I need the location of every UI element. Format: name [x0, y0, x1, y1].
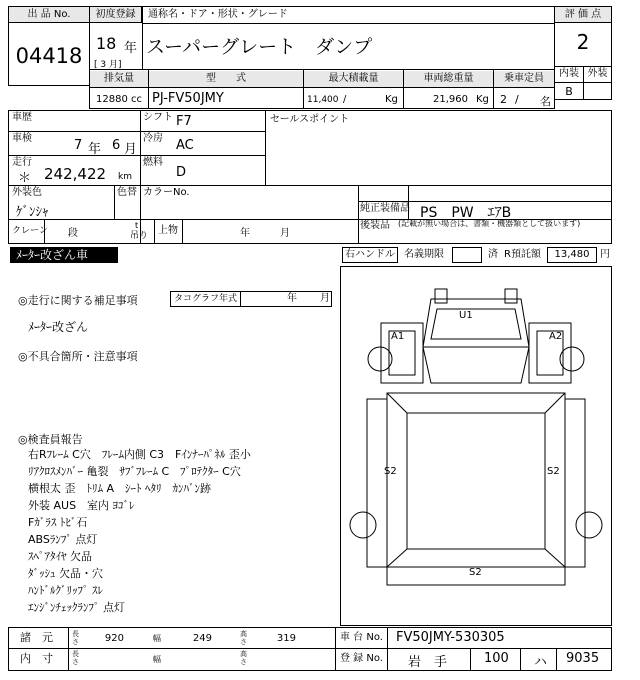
recycle-deposit-label: R預託額: [504, 249, 541, 260]
driving-note-title: ◎走行に関する補足事項: [18, 294, 138, 307]
inspection-month: 6: [112, 138, 121, 153]
tachograph-label: タコグラフ年式: [174, 294, 238, 304]
inspector-line: Fｶﾞﾗｽ ﾄﾋﾞ石: [28, 516, 88, 529]
inspector-line: ｽﾍﾟｱﾀｲﾔ 欠品: [28, 550, 92, 563]
interior-grade-label: 内装: [559, 68, 579, 79]
score-value: 2: [576, 30, 590, 54]
chassis-label: 車 台 No.: [340, 632, 383, 643]
driving-note: ﾒｰﾀｰ改ざん: [28, 320, 89, 334]
mileage-prefix: ＊: [18, 171, 32, 186]
registration-class: 100: [484, 651, 509, 666]
height-label: 高さ: [240, 630, 247, 646]
upper-body-year-unit: 年: [240, 228, 250, 239]
exterior-color-label: 外装色: [12, 187, 42, 198]
first-registration-label: 初度登録: [90, 7, 142, 23]
displacement-value: 12880: [96, 94, 128, 105]
interior-height-label: 高さ: [240, 650, 247, 666]
vehicle-name-label: 通称名・ドア・形状・グレード: [148, 9, 288, 20]
right-hand-drive-label: 右ハンドル: [345, 249, 395, 260]
capacity-value: 2: [500, 93, 507, 106]
inspector-line: 外装 AUS 室内 ﾖｺﾞﾚ: [28, 499, 135, 512]
damage-marker-a2: A2: [549, 331, 563, 342]
capacity-unit: 名: [540, 95, 551, 108]
recycle-unit: 円: [600, 249, 610, 260]
model-value: PJ-FV50JMY: [152, 91, 224, 106]
crane-label: クレーン: [12, 226, 48, 236]
interior-dims-label: 内 寸: [20, 652, 53, 665]
tachograph-month-unit: 月: [320, 293, 330, 304]
capacity-label: 乗車定員: [494, 71, 554, 87]
height-value: 319: [276, 633, 296, 644]
chassis-number: FV50JMY-530305: [396, 630, 505, 645]
name-expiry-label: 名義期限: [404, 249, 444, 260]
ac-label: 冷房: [143, 133, 163, 144]
ac-value: AC: [176, 138, 194, 153]
recycle-deposit-value: 13,480: [554, 249, 590, 260]
first-registration-month: [ 3 月]: [94, 60, 122, 70]
interior-length-label: 長さ: [72, 650, 79, 666]
lot-number: 04418: [15, 44, 83, 68]
gross-weight-value: 21,960: [433, 94, 468, 105]
vehicle-name: スーパーグレート ダンプ: [146, 36, 373, 58]
damage-marker-s2-bottom: S2: [469, 567, 482, 578]
inspection-label: 車検: [12, 133, 32, 144]
inspector-line: ﾀﾞｯｼｭ 欠品・穴: [28, 567, 103, 580]
cab-roof: [423, 299, 529, 347]
mirror-right: [505, 289, 517, 303]
color-number-label: カラーNo.: [143, 187, 190, 198]
inspector-line: ABSﾗﾝﾌﾟ 点灯: [28, 533, 98, 546]
front-wheel-left: [368, 347, 392, 371]
dump-bed: [387, 393, 565, 567]
registration-kana: ハ: [534, 655, 548, 670]
inspector-title: ◎検査員報告: [18, 433, 83, 446]
registration-region: 岩 手: [408, 655, 448, 670]
mileage-label: 走行: [12, 157, 32, 168]
interior-grade: B: [565, 85, 573, 98]
max-load-label: 最大積載量: [304, 71, 403, 87]
cab-front: [423, 347, 529, 383]
width-label: 幅: [153, 634, 161, 643]
upper-body-label: 上物: [158, 225, 178, 236]
mileage-value: 242,422: [44, 165, 107, 183]
interior-width-label: 幅: [153, 655, 161, 664]
crane-lift-label: 吊り: [130, 231, 149, 241]
equipment-label: 純正装備品: [360, 203, 410, 214]
recycle-done-label: 済: [488, 249, 498, 260]
score-label: 評 価 点: [555, 7, 611, 23]
meter-tampered-banner: ﾒｰﾀｰ改ざん車: [10, 247, 118, 263]
gross-weight-label: 車両総重量: [404, 71, 493, 87]
sales-point-label: セールスポイント: [270, 114, 350, 125]
inspector-line: ﾘｱｸﾛｽﾒﾝﾊﾞｰ 亀裂 ｻﾌﾞﾌﾚｰﾑ C ﾌﾟﾛﾃｸﾀｰ C穴: [28, 465, 241, 478]
registration-label: 登 録 No.: [340, 653, 383, 664]
upper-body-month-unit: 月: [280, 228, 290, 239]
rear-wheel-right: [576, 512, 602, 538]
model-label: 型 式: [149, 71, 303, 87]
defect-title: ◎不具合箇所・注意事項: [18, 350, 138, 363]
shift-value: F7: [176, 114, 192, 129]
exterior-grade-label: 外装: [587, 68, 608, 79]
damage-marker-u1: U1: [459, 310, 473, 321]
inspector-line: 右Rﾌﾚｰﾑ C穴 ﾌﾚｰﾑ内側 C3 Fｲﾝﾅｰﾊﾟﾈﾙ 歪小: [28, 448, 251, 461]
fuel-value: D: [176, 165, 187, 180]
max-load-unit: Kg: [385, 94, 398, 105]
max-load-value: 11,400: [307, 95, 339, 105]
displacement-label: 排気量: [90, 71, 148, 87]
crane-ton-label: t: [135, 221, 139, 230]
name-expiry-box: [452, 247, 482, 263]
history-label: 車歴: [12, 112, 32, 123]
length-label: 長さ: [72, 630, 79, 646]
aftermarket-note: (記載が無い場合は、書類・機器類として扱います): [398, 219, 581, 228]
damage-marker-a1: A1: [391, 331, 405, 342]
displacement-unit: cc: [131, 94, 142, 105]
length-value: 920: [104, 633, 124, 644]
inspection-year-unit: 年: [88, 142, 102, 157]
capacity-separator: /: [515, 93, 519, 106]
mileage-unit: km: [118, 172, 132, 182]
registration-number: 9035: [566, 651, 600, 666]
damage-marker-s2-left: S2: [384, 466, 397, 477]
inspector-line: ﾊﾝﾄﾞﾙｸﾞﾘｯﾌﾟ ｽﾚ: [28, 584, 103, 597]
color-change-label: 色替: [117, 187, 137, 198]
inspector-line: ｴﾝｼﾞﾝﾁｪｯｸﾗﾝﾌﾟ 点灯: [28, 601, 125, 614]
exterior-color-value: ｹﾞﾝｼｬ: [16, 205, 49, 220]
inspector-line: 横根太 歪 ﾄﾘﾑ A ｼｰﾄ ﾍﾀﾘ ｶﾝﾊﾞﾝ跡: [28, 482, 212, 495]
max-load-separator: /: [343, 94, 347, 105]
fuel-label: 燃料: [143, 157, 163, 168]
crane-stage-label: 段: [68, 228, 78, 239]
first-registration-year-unit: 年: [124, 41, 138, 56]
shift-label: シフト: [143, 112, 173, 123]
mirror-left: [435, 289, 447, 303]
rear-wheel-left: [350, 512, 376, 538]
tachograph-year-unit: 年: [287, 293, 297, 304]
inspection-month-unit: 月: [124, 142, 138, 157]
first-registration-year: 18: [96, 34, 117, 53]
gross-weight-unit: Kg: [476, 94, 489, 105]
damage-marker-s2-right: S2: [547, 466, 560, 477]
front-wheel-right: [560, 347, 584, 371]
dimensions-label: 諸 元: [20, 631, 53, 644]
lot-number-label: 出 品 No.: [9, 7, 89, 23]
inspection-year: 7: [74, 138, 83, 153]
width-value: 249: [192, 633, 212, 644]
aftermarket-label: 後装品: [360, 220, 390, 231]
equipment-value: PS PW ｴｱB: [420, 205, 512, 221]
inspector-report: [28, 446, 338, 616]
